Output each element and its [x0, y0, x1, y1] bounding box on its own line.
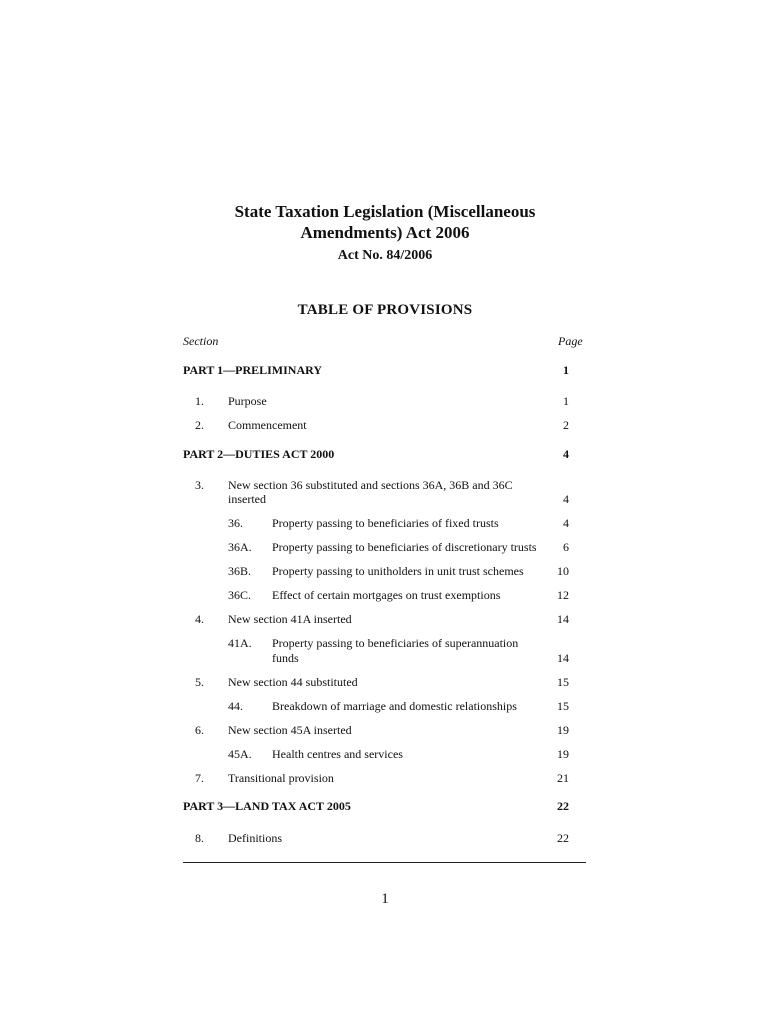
subsection-number: 44. — [228, 699, 243, 713]
part-page: 4 — [563, 447, 569, 461]
section-title: Commencement — [228, 418, 307, 432]
subsection-number: 36C. — [228, 588, 252, 602]
section-number: 6. — [195, 723, 204, 737]
toc-heading: TABLE OF PROVISIONS — [297, 302, 473, 318]
subsection-title: Effect of certain mortgages on trust exemptions — [272, 588, 501, 602]
subsection-number: 36A. — [228, 540, 252, 554]
part-heading: PART 2—DUTIES ACT 2000 — [183, 447, 335, 461]
section-page: 21 — [557, 771, 569, 785]
section-title: Purpose — [228, 394, 267, 408]
subsection-page: 19 — [557, 747, 569, 761]
subsection-title: Property passing to unitholders in unit trust schemes — [272, 564, 524, 578]
subsection-title: Breakdown of marriage and domestic relationships — [272, 699, 517, 713]
section-number: 4. — [195, 612, 204, 626]
page-number: 1 — [381, 891, 389, 907]
subsection-page: 14 — [557, 651, 569, 665]
section-page: 14 — [557, 612, 569, 626]
page-column-header: Page — [558, 334, 583, 348]
section-page: 2 — [563, 418, 569, 432]
subsection-page: 10 — [557, 564, 569, 578]
section-title: New section 41A inserted — [228, 612, 352, 626]
act-number: Act No. 84/2006 — [337, 248, 433, 263]
subsection-page: 15 — [557, 699, 569, 713]
part-page: 22 — [557, 799, 569, 813]
subsection-number: 45A. — [228, 747, 252, 761]
section-page: 19 — [557, 723, 569, 737]
section-number: 2. — [195, 418, 204, 432]
section-number: 1. — [195, 394, 204, 408]
section-number: 8. — [195, 831, 204, 845]
part-heading: PART 1—PRELIMINARY — [183, 363, 323, 377]
section-number: 3. — [195, 478, 204, 492]
subsection-page: 6 — [563, 540, 569, 554]
subsection-page: 12 — [557, 588, 569, 602]
subsection-title: Health centres and services — [272, 747, 403, 761]
section-title-continued: inserted — [228, 492, 266, 506]
footer-rule — [183, 862, 586, 863]
section-title: New section 36 substituted and sections 36A, 36B and 36C — [228, 478, 513, 492]
section-title: New section 44 substituted — [228, 675, 358, 689]
section-number: 5. — [195, 675, 204, 689]
subsection-title-continued: funds — [272, 651, 299, 665]
section-title: Definitions — [228, 831, 282, 845]
part-page: 1 — [563, 363, 569, 377]
subsection-title: Property passing to beneficiaries of discretionary trusts — [272, 540, 537, 554]
subsection-page: 4 — [563, 516, 569, 530]
section-page: 1 — [563, 394, 569, 408]
act-title-line-1: State Taxation Legislation (Miscellaneous — [234, 202, 536, 221]
part-heading: PART 3—LAND TAX ACT 2005 — [183, 799, 351, 813]
subsection-title: Property passing to beneficiaries of fixed trusts — [272, 516, 499, 530]
section-column-header: Section — [183, 334, 219, 348]
subsection-number: 41A. — [228, 636, 252, 650]
section-page: 4 — [563, 492, 569, 506]
subsection-number: 36. — [228, 516, 243, 530]
section-title: New section 45A inserted — [228, 723, 352, 737]
section-page: 22 — [557, 831, 569, 845]
section-page: 15 — [557, 675, 569, 689]
subsection-title: Property passing to beneficiaries of superannuation — [272, 636, 519, 650]
section-title: Transitional provision — [228, 771, 334, 785]
act-title-line-2: Amendments) Act 2006 — [300, 223, 470, 242]
subsection-number: 36B. — [228, 564, 252, 578]
section-number: 7. — [195, 771, 204, 785]
